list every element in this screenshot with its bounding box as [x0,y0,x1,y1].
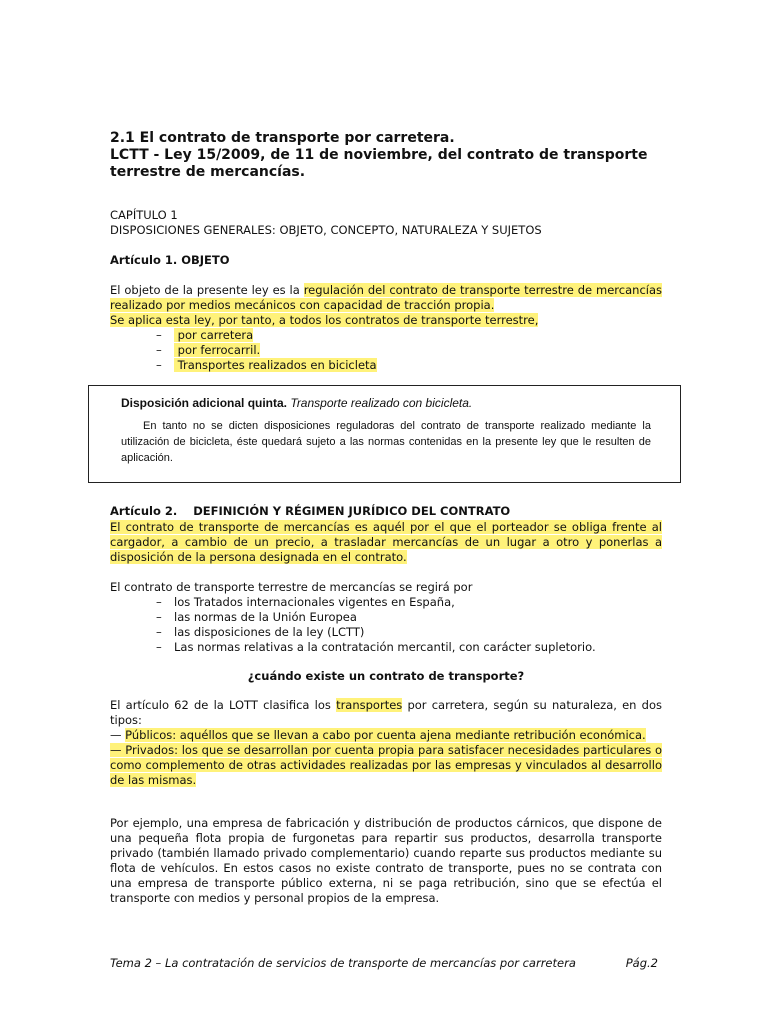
title-line-2: LCTT - Ley 15/2009, de 11 de noviembre, del contrato de transporte terrestre de mercancías. [110,147,648,180]
publicos-item: — Públicos: aquéllos que se llevan a cabo por cuenta ajena mediante retribución económica. [110,728,646,742]
question-p1: El artículo 62 de la LOTT clasifica los transportes por carretera, según su naturaleza, en dos tipos: [110,698,662,727]
article-1-intro-highlight: regulación del contrato de transporte terrestre de mercancías realizado por medios mecánicos con capacidad de tracción propia. [110,283,662,312]
chapter-label: CAPÍTULO 1 [110,208,178,222]
list-item: – los Tratados internacionales vigentes en España, [156,595,455,609]
box-heading-italic: Transporte realizado con bicicleta. [290,396,473,410]
question-body [110,698,662,788]
privados-item: — Privados: los que se desarrollan por cuenta propia para satisfacer necesidades particulares o como complemento de otras actividades realizadas por las empresas y vinculados al desarrollo de las mismas. [110,743,662,787]
box-heading-bold: Disposición adicional quinta. [121,396,288,410]
regime-list [156,595,662,655]
question-heading: ¿cuándo existe un contrato de transporte? [247,669,525,683]
list-item: – por ferrocarril. [156,343,261,357]
list-item: – por carretera [156,328,254,342]
article-2-definition [110,520,662,565]
page-number: Pág.2 [625,956,658,970]
article-2-definition-text: El contrato de transporte de mercancías es aquél por el que el porteador se obliga frente al cargador, a cambio de un precio, a trasladar mercancías de un lugar a otro y ponerlas a disposición de la persona designada en el contrato. [110,520,662,564]
transportes-highlight: transportes [336,698,403,712]
article-2-heading: Artículo 2. DEFINICIÓN Y RÉGIMEN JURÍDICO DEL CONTRATO [110,504,511,518]
list-item: – las normas de la Unión Europea [156,610,357,624]
chapter-header [110,208,670,238]
article-1-body [110,283,662,373]
title-line-1: 2.1 El contrato de transporte por carretera. [110,130,455,146]
footer-text: Tema 2 – La contratación de servicios de transporte de mercancías por carretera [110,956,576,970]
list-item: – las disposiciones de la ley (LCTT) [156,625,365,639]
additional-provision-box [88,385,681,483]
regime-intro: El contrato de transporte terrestre de mercancías se regirá por [110,580,473,594]
article-1-scope: Se aplica esta ley, por tanto, a todos los contratos de transporte terrestre, [110,313,539,327]
chapter-subtitle: DISPOSICIONES GENERALES: OBJETO, CONCEPTO, NATURALEZA Y SUJETOS [110,223,542,237]
article-1-list [156,328,662,373]
box-heading [121,396,472,410]
article-1-intro-plain: El objeto de la presente ley es la [110,283,304,297]
list-item: – Transportes realizados en bicicleta [156,358,377,372]
list-item: – Las normas relativas a la contratación mercantil, con carácter supletorio. [156,640,596,654]
page-footer [110,956,658,970]
document-title [110,130,670,181]
example-paragraph: Por ejemplo, una empresa de fabricación y distribución de productos cárnicos, que dispone de una pequeña flota propia de furgonetas para repartir sus productos, desarrolla transporte privado (también llamado privado complementario) cuando reparte sus productos mediante su flota de vehículos. En estos casos no existe contrato de transporte, pues no se contrata con una empresa de transporte público externa, ni se paga retribución, sino que se efectúa el transporte con medios y personal propios de la empresa. [110,816,662,905]
article-1-heading: Artículo 1. OBJETO [110,253,230,267]
box-text: En tanto no se dicten disposiciones reguladoras del contrato de transporte realizado mediante la utilización de bicicleta, éste quedará sujeto a las normas contenidas en la presente ley que le resulten de aplicación. [121,420,651,464]
article-1-intro [110,283,662,313]
article-2-regime [110,580,662,655]
